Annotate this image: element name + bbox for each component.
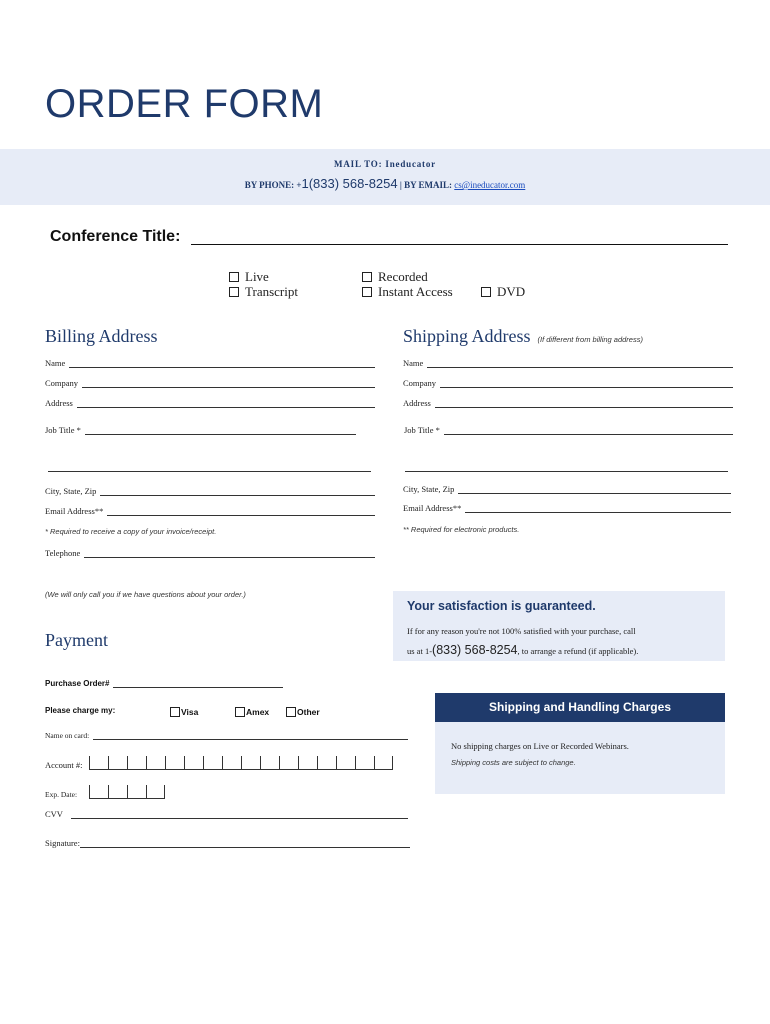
option-label: DVD <box>497 284 526 299</box>
field-label: City, State, Zip <box>45 486 97 496</box>
guarantee-line-2 <box>407 641 717 661</box>
checkbox[interactable] <box>362 272 372 282</box>
option-dvd[interactable] <box>481 284 525 300</box>
shipping-charges-line-2: Shipping costs are subject to change. <box>451 758 576 767</box>
field-label: Name <box>45 358 66 368</box>
purchase-order-line[interactable] <box>113 679 283 688</box>
guarantee-title: Your satisfaction is guaranteed. <box>407 599 596 613</box>
account-digit-boxes[interactable] <box>89 757 393 770</box>
field-label: Signature: <box>45 838 80 848</box>
card-label: Visa <box>181 707 199 717</box>
exp-date-field[interactable] <box>45 786 165 799</box>
billing-address-line-2[interactable] <box>48 471 371 472</box>
mail-to-line: MAIL TO: Ineducator <box>334 159 436 169</box>
billing-city-field[interactable] <box>45 486 375 496</box>
field-label: City, State, Zip <box>403 484 455 494</box>
field-label: Job Title * <box>45 425 81 435</box>
checkbox[interactable] <box>170 707 180 717</box>
option-label: Transcript <box>245 284 298 299</box>
cvv-field[interactable] <box>45 809 408 819</box>
field-label: Name <box>403 358 424 368</box>
field-label: Email Address** <box>45 506 104 516</box>
account-number-field[interactable] <box>45 757 393 770</box>
name-on-card-field[interactable] <box>45 731 408 740</box>
option-label: Live <box>245 269 269 284</box>
card-label: Other <box>297 707 320 717</box>
billing-email-field[interactable] <box>45 506 375 516</box>
shipping-heading-note: (If different from billing address) <box>537 335 643 344</box>
email-label: | BY EMAIL: <box>397 180 455 190</box>
field-label: Account #: <box>45 760 83 770</box>
charge-label: Please charge my: <box>45 706 116 715</box>
billing-company-field[interactable] <box>45 378 375 388</box>
card-other[interactable] <box>286 707 320 717</box>
shipping-name-field[interactable] <box>403 358 733 368</box>
billing-job-title-field[interactable] <box>45 425 356 435</box>
shipping-email-note: ** Required for electronic products. <box>403 525 520 534</box>
field-label: Address <box>45 398 73 408</box>
guarantee-text <box>407 622 717 661</box>
option-instant-access[interactable] <box>362 284 453 300</box>
card-visa[interactable] <box>170 707 198 717</box>
telephone-note: (We will only call you if we have questions about your order.) <box>45 590 246 599</box>
option-label: Instant Access <box>378 284 453 299</box>
conference-title-label: Conference Title: <box>50 228 181 245</box>
shipping-charges-title: Shipping and Handling Charges <box>435 693 725 722</box>
field-label: Address <box>403 398 431 408</box>
field-label: Exp. Date: <box>45 790 78 799</box>
field-label: CVV <box>45 809 63 819</box>
option-transcript[interactable] <box>229 284 298 300</box>
billing-email-note: * Required to receive a copy of your invoice/receipt. <box>45 527 217 536</box>
checkbox[interactable] <box>481 287 491 297</box>
field-label: Name on card: <box>45 731 90 740</box>
option-live[interactable] <box>229 269 269 285</box>
option-label: Recorded <box>378 269 428 284</box>
field-label: Purchase Order# <box>45 679 110 688</box>
shipping-job-title-field[interactable] <box>404 425 733 435</box>
card-amex[interactable] <box>235 707 269 717</box>
billing-name-field[interactable] <box>45 358 375 368</box>
guarantee-suffix: , to arrange a refund (if applicable). <box>517 646 639 656</box>
shipping-charges-line-1: No shipping charges on Live or Recorded Webinars. <box>451 741 629 751</box>
checkbox[interactable] <box>229 287 239 297</box>
billing-address-field[interactable] <box>45 398 375 408</box>
field-label: Telephone <box>45 548 81 558</box>
guarantee-prefix: us at 1- <box>407 646 433 656</box>
conference-title-field[interactable] <box>191 244 728 245</box>
shipping-company-field[interactable] <box>403 378 733 388</box>
card-label: Amex <box>246 707 270 717</box>
checkbox[interactable] <box>362 287 372 297</box>
checkbox[interactable] <box>286 707 296 717</box>
checkbox[interactable] <box>229 272 239 282</box>
shipping-address-field[interactable] <box>403 398 733 408</box>
phone-number: 1(833) 568-8254 <box>301 176 398 191</box>
checkbox[interactable] <box>235 707 245 717</box>
payment-heading: Payment <box>45 630 108 650</box>
guarantee-line-1: If for any reason you're not 100% satisfied with your purchase, call <box>407 626 636 636</box>
option-recorded[interactable] <box>362 269 428 285</box>
email-link[interactable]: cs@ineducator.com <box>454 180 526 190</box>
shipping-heading-row <box>403 326 643 347</box>
purchase-order-field[interactable] <box>45 679 283 688</box>
contact-line <box>0 176 770 191</box>
field-label: Email Address** <box>403 503 462 513</box>
exp-digit-boxes[interactable] <box>89 786 165 799</box>
billing-heading: Billing Address <box>45 326 158 346</box>
page-title: ORDER FORM <box>45 82 324 126</box>
guarantee-phone: (833) 568-8254 <box>432 643 518 657</box>
phone-label: BY PHONE: + <box>244 180 302 190</box>
shipping-city-field[interactable] <box>403 484 731 494</box>
shipping-heading: Shipping Address <box>403 326 531 346</box>
field-label: Company <box>45 378 79 388</box>
billing-telephone-field[interactable] <box>45 548 375 558</box>
signature-field[interactable] <box>45 838 410 848</box>
field-label: Company <box>403 378 437 388</box>
shipping-address-line-2[interactable] <box>405 471 728 472</box>
shipping-email-field[interactable] <box>403 503 731 513</box>
field-label: Job Title * <box>404 425 440 435</box>
